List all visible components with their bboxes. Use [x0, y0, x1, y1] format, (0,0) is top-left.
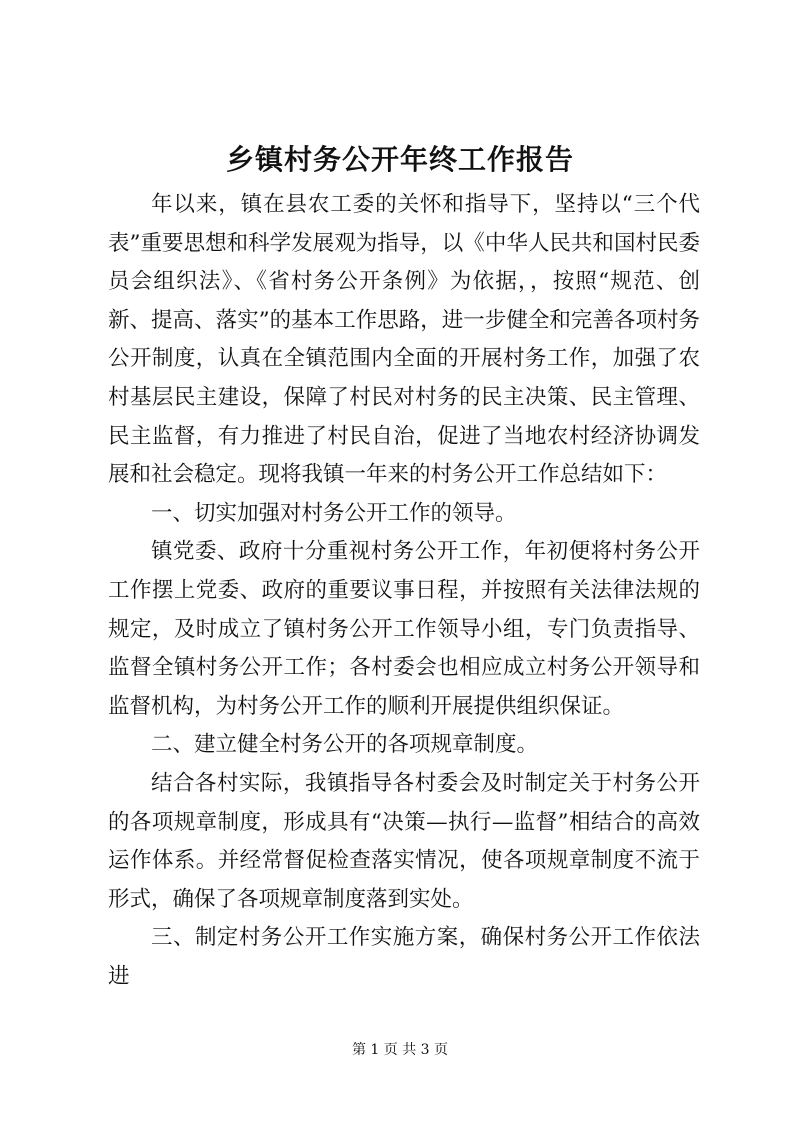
document-title: 乡镇村务公开年终工作报告: [225, 143, 574, 176]
document-body: [108, 186, 700, 996]
section-heading-2: 二、建立健全村务公开的各项规章制度。: [151, 732, 539, 758]
paragraph-section-2: 结合各村实际，我镇指导各村委会及时制定关于村务公开的各项规章制度，形成具有“决策—执行—监督”相结合的高效运作体系。并经常督促检查落实情况，使各项规章制度不流于形式，确保了各项规章制度落到实处。: [108, 770, 700, 912]
paragraph-intro: 年以来，镇在县农工委的关怀和指导下，坚持以“三个代表”重要思想和科学发展观为指导，以《中华人民共和国村民委员会组织法》、《省村务公开条例》为依据，，按照“规范、创新、提高、落实”的基本工作思路，进一步健全和完善各项村务公开制度，认真在全镇范围内全面的开展村务工作，加强了农村基层民主建设，保障了村民对村务的民主决策、民主管理、民主监督，有力推进了村民自治，促进了当地农村经济协调发展和社会稳定。现将我镇一年来的村务公开工作总结如下：: [108, 192, 700, 488]
section-heading-3: 三、制定村务公开工作实施方案，确保村务公开工作依法进: [108, 925, 700, 989]
page-footer: 第 1 页 共 3 页: [351, 1042, 449, 1058]
paragraph-section-1: 镇党委、政府十分重视村务公开工作，年初便将村务公开工作摆上党委、政府的重要议事日程，并按照有关法律法规的规定，及时成立了镇村务公开工作领导小组，专门负责指导、监督全镇村务公开工作；各村委会也相应成立村务公开领导和监督机构，为村务公开工作的顺利开展提供组织保证。: [108, 539, 700, 719]
section-heading-1: 一、切实加强对村务公开工作的领导。: [151, 500, 517, 526]
